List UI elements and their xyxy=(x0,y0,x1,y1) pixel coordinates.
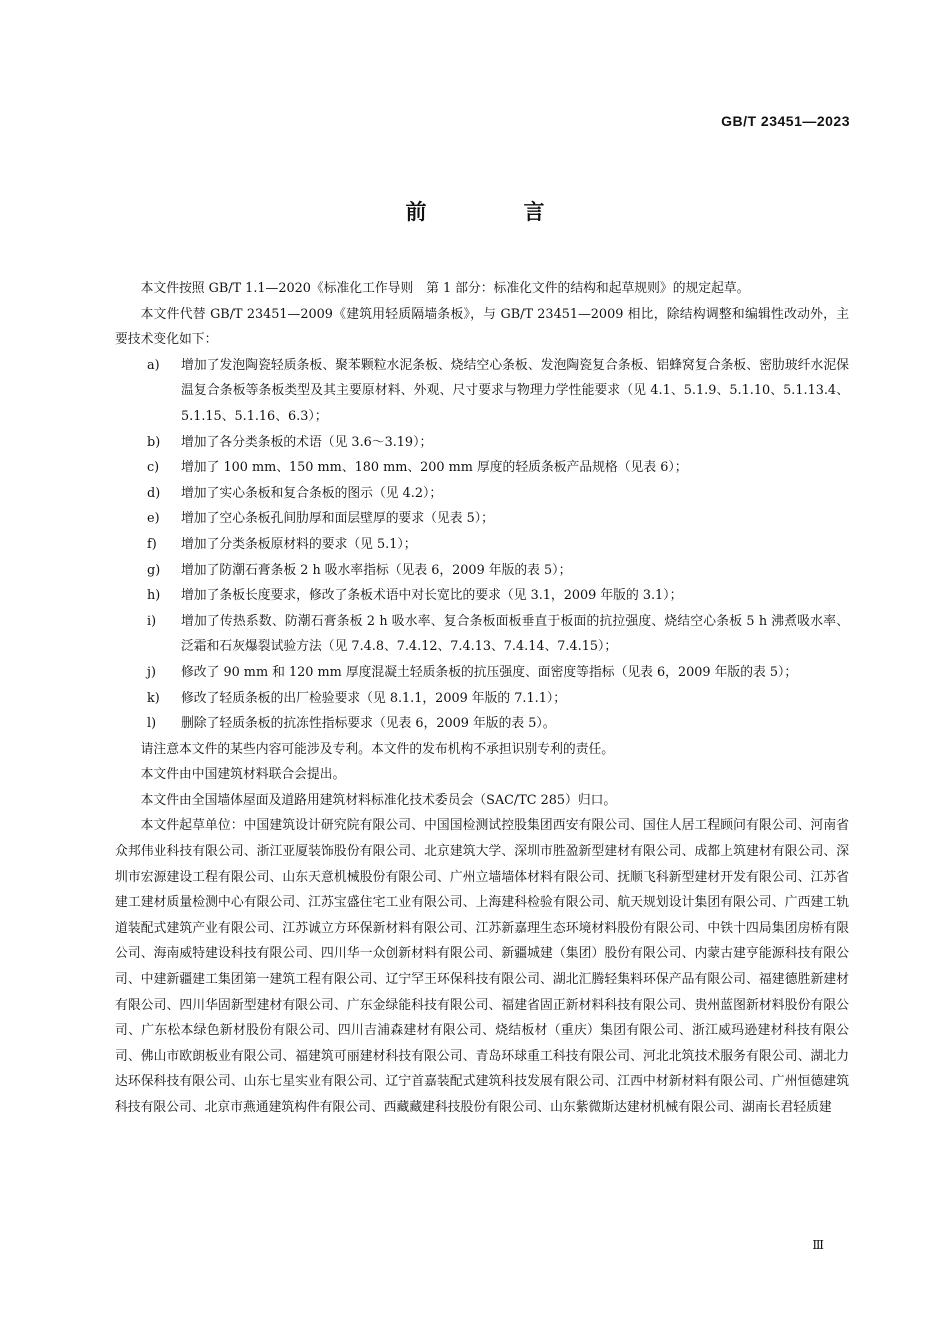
list-item xyxy=(115,506,849,532)
list-item-text: 增加了实心条板和复合条板的图示（见 4.2）； xyxy=(181,485,443,501)
list-item xyxy=(115,609,849,660)
list-marker: a) xyxy=(147,357,160,373)
list-item xyxy=(115,711,849,737)
page-title: 前 言 xyxy=(405,200,583,224)
list-marker: b) xyxy=(147,434,161,450)
list-item xyxy=(115,532,849,558)
list-item-text: 增加了空心条板孔间肋厚和面层壁厚的要求（见表 5）； xyxy=(181,511,494,527)
list-item xyxy=(115,686,849,712)
list-item xyxy=(115,455,849,481)
page-number: Ⅲ xyxy=(812,1238,824,1252)
list-marker: k) xyxy=(147,690,160,706)
committee-paragraph: 本文件由全国墙体屋面及道路用建筑材料标准化技术委员会（SAC/TC 285）归口。 xyxy=(140,792,617,808)
list-marker: g) xyxy=(147,562,161,578)
list-item-text: 增加了各分类条板的术语（见 3.6～3.19）； xyxy=(181,434,433,450)
list-marker: d) xyxy=(147,485,161,501)
patent-notice: 请注意本文件的某些内容可能涉及专利。本文件的发布机构不承担识别专利的责任。 xyxy=(140,741,615,757)
standard-number: GB/T 23451—2023 xyxy=(721,113,850,129)
list-item-text: 增加了条板长度要求，修改了条板术语中对长宽比的要求（见 3.1，2009 年版的 3.1）； xyxy=(181,588,683,604)
list-item-text: 删除了轻质条板的抗冻性指标要求（见表 6，2009 年版的表 5）。 xyxy=(181,716,556,732)
list-item xyxy=(115,430,849,456)
proposer-paragraph: 本文件由中国建筑材料联合会提出。 xyxy=(140,767,346,783)
list-marker: e) xyxy=(147,511,160,527)
list-item xyxy=(115,558,849,584)
list-marker: j) xyxy=(147,664,156,680)
list-item-text: 增加了 100 mm、150 mm、180 mm、200 mm 厚度的轻质条板产品规格（见表 6）； xyxy=(181,460,688,476)
list-marker: l) xyxy=(147,716,157,732)
list-item-text: 增加了防潮石膏条板 2 h 吸水率指标（见表 6，2009 年版的表 5）； xyxy=(181,562,572,578)
list-item-text: 增加了传热系数、防潮石膏条板 2 h 吸水率、复合条板面板垂直于板面的抗拉强度、烧结空心条板 5 h 沸煮吸水率、泛霜和石灰爆裂试验方法（见 7.4.8、7.4.12、7.4.13、7.4.14、7.4.15）； xyxy=(181,613,849,655)
list-marker: c) xyxy=(147,460,160,476)
document-body xyxy=(115,276,849,1121)
list-item xyxy=(115,660,849,686)
intro-paragraph: 本文件代替 GB/T 23451—2009《建筑用轻质隔墙条板》，与 GB/T 23451—2009 相比，除结构调整和编辑性改动外，主要技术变化如下： xyxy=(115,306,849,348)
list-item xyxy=(115,353,849,430)
list-item-text: 修改了轻质条板的出厂检验要求（见 8.1.1，2009 年版的 7.1.1）； xyxy=(181,690,567,706)
list-marker: h) xyxy=(147,588,161,604)
list-item xyxy=(115,583,849,609)
list-item xyxy=(115,481,849,507)
list-item-text: 增加了发泡陶瓷轻质条板、聚苯颗粒水泥条板、烧结空心条板、发泡陶瓷复合条板、铝蜂窝复合条板、密肋玻纤水泥保温复合条板等条板类型及其主要原材料、外观、尺寸要求与物理力学性能要求（见 4.1、5.1.9、5.1.10、5.1.13.4、5.1.15、5.1.16、6.3）； xyxy=(181,357,849,424)
list-marker: i) xyxy=(147,613,157,629)
technical-changes-list xyxy=(115,353,849,737)
list-item-text: 增加了分类条板原材料的要求（见 5.1）； xyxy=(181,536,417,552)
list-item-text: 修改了 90 mm 和 120 mm 厚度混凝土轻质条板的抗压强度、面密度等指标（见表 6，2009 年版的表 5）； xyxy=(181,664,798,680)
intro-paragraph: 本文件按照 GB/T 1.1—2020《标准化工作导则 第 1 部分：标准化文件的结构和起草规则》的规定起草。 xyxy=(140,281,750,296)
list-marker: f) xyxy=(147,536,157,552)
drafting-units-paragraph: 本文件起草单位：中国建筑设计研究院有限公司、中国国检测试控股集团西安有限公司、国住人居工程顾问有限公司、河南省众邦伟业科技有限公司、浙江亚厦装饰股份有限公司、北京建筑大学、深圳市胜盈新型建材有限公司、成都上筑建材有限公司、深圳市宏源建设工程有限公司、山东天意机械股份有限公司、广州立墙墙体材料有限公司、抚顺飞科新型建材开发有限公司、江苏省建工建材质量检测中心有限公司、江苏宝盛住宅工业有限公司、上海建科检验有限公司、航天规划设计集团有限公司、广西建工轨道装配式建筑产业有限公司、江苏诚立方环保新材料有限公司、江苏新嘉理生态环境材料股份有限公司、中铁十四局集团房桥有限公司、海南威特建设科技有限公司、四川华一众创新材料有限公司、新疆城建（集团）股份有限公司、内蒙古建亨能源科技有限公司、中建新疆建工集团第一建筑工程有限公司、辽宁罕王环保科技有限公司、湖北汇腾轻集料环保产品有限公司、福建德胜新建材有限公司、四川华固新型建材有限公司、广东金绿能科技有限公司、福建省固正新材料科技有限公司、贵州蓝图新材料股份有限公司、广东松本绿色新材股份有限公司、四川吉浦森建材有限公司、烧结板材（重庆）集团有限公司、浙江威玛逊建材科技有限公司、佛山市欧朗板业有限公司、福建筑可丽建材科技有限公司、青岛环球重工科技有限公司、河北北筑技术服务有限公司、湖北力达环保科技有限公司、山东七星实业有限公司、辽宁首嘉装配式建筑科技发展有限公司、江西中材新材料有限公司、广州恒德建筑科技有限公司、北京市燕通建筑构件有限公司、西藏藏建科技股份有限公司、山东紫微斯达建材机械有限公司、湖南长君轻质建 xyxy=(115,818,849,1115)
